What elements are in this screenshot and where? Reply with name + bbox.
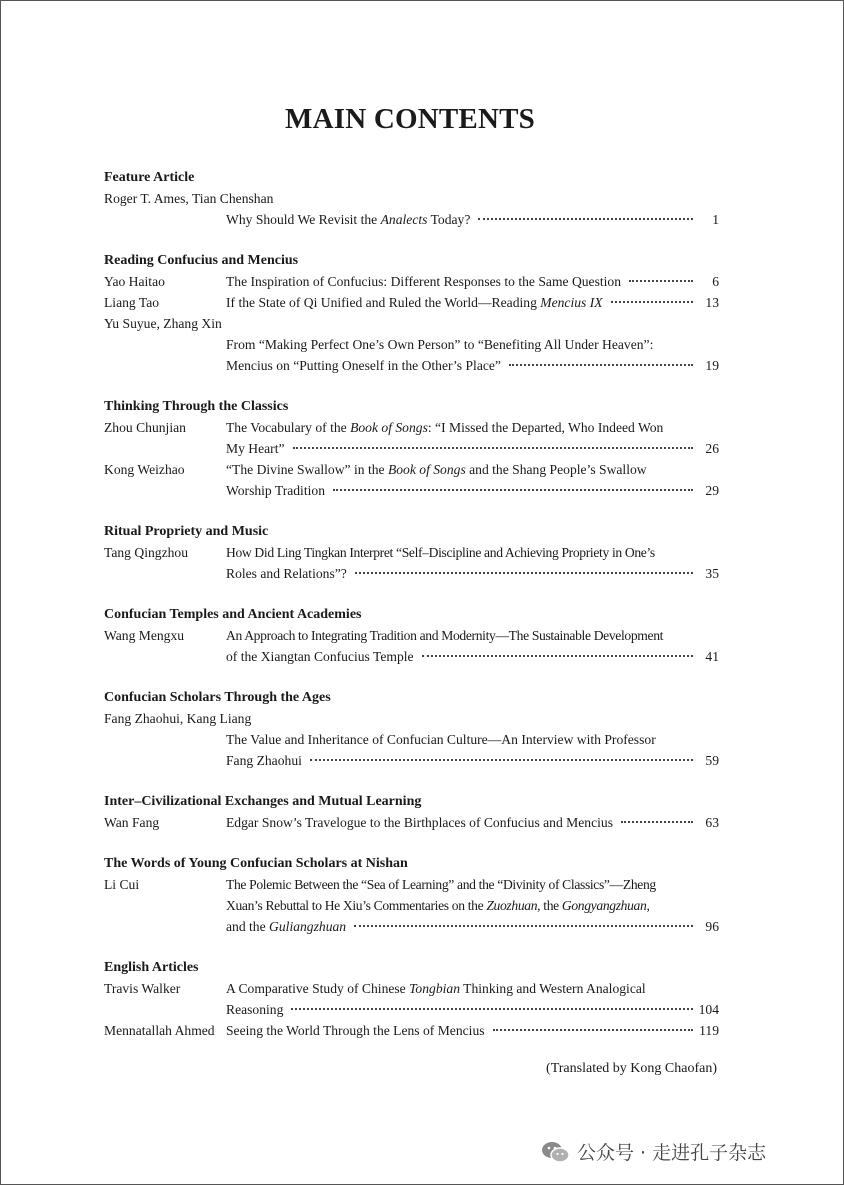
toc-entry[interactable]: [104, 417, 719, 459]
toc-section: [104, 167, 719, 230]
entry-author: Travis Walker: [104, 981, 181, 996]
entry-author: Roger T. Ames, Tian Chenshan: [104, 191, 274, 206]
toc-entry-title[interactable]: [104, 209, 719, 230]
dot-leader: [629, 274, 693, 282]
entry-title-line: A Comparative Study of Chinese Tongbian Thinking and Western Analogical: [226, 981, 646, 996]
dot-leader: [493, 1023, 693, 1031]
toc-section: [104, 521, 719, 584]
entry-title-line: The Inspiration of Confucius: Different Responses to the Same Question: [226, 274, 622, 289]
page-number: 26: [705, 441, 719, 456]
toc-section: [104, 250, 719, 376]
entry-author: Mennatallah Ahmed: [104, 1023, 215, 1038]
toc-section: [104, 791, 719, 833]
dot-leader: [611, 295, 693, 303]
dot-leader: [310, 753, 693, 761]
entry-title-line[interactable]: From “Making Perfect One’s Own Person” to “Benefiting All Under Heaven”:: [226, 337, 654, 352]
page-number: 59: [705, 753, 719, 768]
section-heading: Reading Confucius and Mencius: [104, 253, 299, 268]
dot-leader: [333, 483, 693, 491]
page-number: 96: [705, 919, 719, 934]
section-heading: Confucian Scholars Through the Ages: [104, 690, 331, 705]
section-heading: Thinking Through the Classics: [104, 399, 289, 414]
toc-entry[interactable]: [104, 874, 719, 937]
entry-author: Kong Weizhao: [104, 462, 185, 477]
toc-entry-title[interactable]: [104, 750, 719, 771]
toc-entry[interactable]: [104, 459, 719, 501]
toc-section: [104, 853, 719, 937]
section-heading: Confucian Temples and Ancient Academies: [104, 607, 362, 622]
page-number: 29: [705, 483, 719, 498]
toc-entry[interactable]: [104, 292, 719, 313]
page-number: 63: [705, 815, 719, 830]
dot-leader: [354, 919, 693, 927]
entry-title-line: Fang Zhaohui: [226, 753, 302, 768]
page-number: 35: [705, 566, 719, 581]
section-heading: Inter–Civilizational Exchanges and Mutual Learning: [104, 794, 422, 809]
entry-title-line: Reasoning: [226, 1002, 284, 1017]
entry-author: Yu Suyue, Zhang Xin: [104, 316, 222, 331]
toc-section: [104, 687, 719, 771]
toc-section: [104, 396, 719, 501]
dot-leader: [422, 649, 693, 657]
toc-entry[interactable]: [104, 271, 719, 292]
entry-title-line: The Polemic Between the “Sea of Learning” and the “Divinity of Classics”—Zheng: [226, 877, 656, 892]
entry-title-line: “The Divine Swallow” in the Book of Songs and the Shang People’s Swallow: [226, 462, 647, 477]
page-number: 6: [712, 274, 719, 289]
dot-leader: [291, 1002, 693, 1010]
entry-title-line: Xuan’s Rebuttal to He Xiu’s Commentaries on the Zuozhuan, the Gongyangzhuan,: [226, 898, 650, 913]
dot-leader: [478, 212, 693, 220]
page-number: 41: [705, 649, 719, 664]
toc-section: [104, 957, 719, 1041]
entry-title-line: Worship Tradition: [226, 483, 325, 498]
section-heading: Feature Article: [104, 170, 195, 185]
page-number: 19: [705, 358, 719, 373]
watermark: [541, 1138, 766, 1165]
dot-leader: [293, 441, 693, 449]
entry-title-line: If the State of Qi Unified and Ruled the World—Reading Mencius IX: [226, 295, 603, 310]
entry-title-line: Roles and Relations”?: [226, 566, 347, 581]
contents-list: [104, 167, 719, 1061]
page-number: 1: [712, 212, 719, 227]
watermark-text: 公众号 · 走进孔子杂志: [577, 1142, 767, 1164]
page-number: 104: [698, 1002, 719, 1017]
entry-title-line: and the Guliangzhuan: [226, 919, 347, 934]
translator-credit: (Translated by Kong Chaofan): [546, 1061, 717, 1076]
wechat-icon: [541, 1140, 571, 1164]
entry-author: Liang Tao: [104, 295, 160, 310]
toc-entry[interactable]: [104, 812, 719, 833]
entry-title-line: How Did Ling Tingkan Interpret “Self–Discipline and Achieving Propriety in One’s: [226, 545, 655, 560]
dot-leader: [621, 815, 693, 823]
toc-entry[interactable]: [104, 978, 719, 1020]
section-heading: Ritual Propriety and Music: [104, 524, 269, 539]
entry-title-line: of the Xiangtan Confucius Temple: [226, 649, 414, 664]
toc-section: [104, 604, 719, 667]
entry-title-line: My Heart”: [226, 441, 285, 456]
entry-title-line: The Vocabulary of the Book of Songs: “I Missed the Departed, Who Indeed Won: [226, 420, 664, 435]
toc-entry[interactable]: [104, 542, 719, 584]
toc-entry[interactable]: [104, 1020, 719, 1041]
section-heading: English Articles: [104, 960, 199, 975]
entry-author: Wan Fang: [104, 815, 160, 830]
page-number: 13: [705, 295, 719, 310]
entry-title-line: Mencius on “Putting Oneself in the Other’s Place”: [226, 358, 501, 373]
entry-author: Fang Zhaohui, Kang Liang: [104, 711, 252, 726]
entry-title-line: Edgar Snow’s Travelogue to the Birthplaces of Confucius and Mencius: [226, 815, 613, 830]
dot-leader: [509, 358, 693, 366]
entry-author: Tang Qingzhou: [104, 545, 188, 560]
entry-title-line: Seeing the World Through the Lens of Mencius: [226, 1023, 485, 1038]
section-heading: The Words of Young Confucian Scholars at Nishan: [104, 856, 408, 871]
toc-entry-title[interactable]: [104, 355, 719, 376]
entry-title-line[interactable]: The Value and Inheritance of Confucian Culture—An Interview with Professor: [226, 732, 656, 747]
page-title: MAIN CONTENTS: [285, 103, 535, 135]
entry-title-line: Why Should We Revisit the Analects Today?: [226, 212, 471, 227]
entry-author: Li Cui: [104, 877, 140, 892]
entry-author: Wang Mengxu: [104, 628, 185, 643]
entry-title-line: An Approach to Integrating Tradition and Modernity—The Sustainable Development: [226, 628, 664, 643]
page-number: 119: [699, 1023, 719, 1038]
dot-leader: [355, 566, 693, 574]
entry-author: Yao Haitao: [104, 274, 165, 289]
toc-entry[interactable]: [104, 625, 719, 667]
entry-author: Zhou Chunjian: [104, 420, 186, 435]
